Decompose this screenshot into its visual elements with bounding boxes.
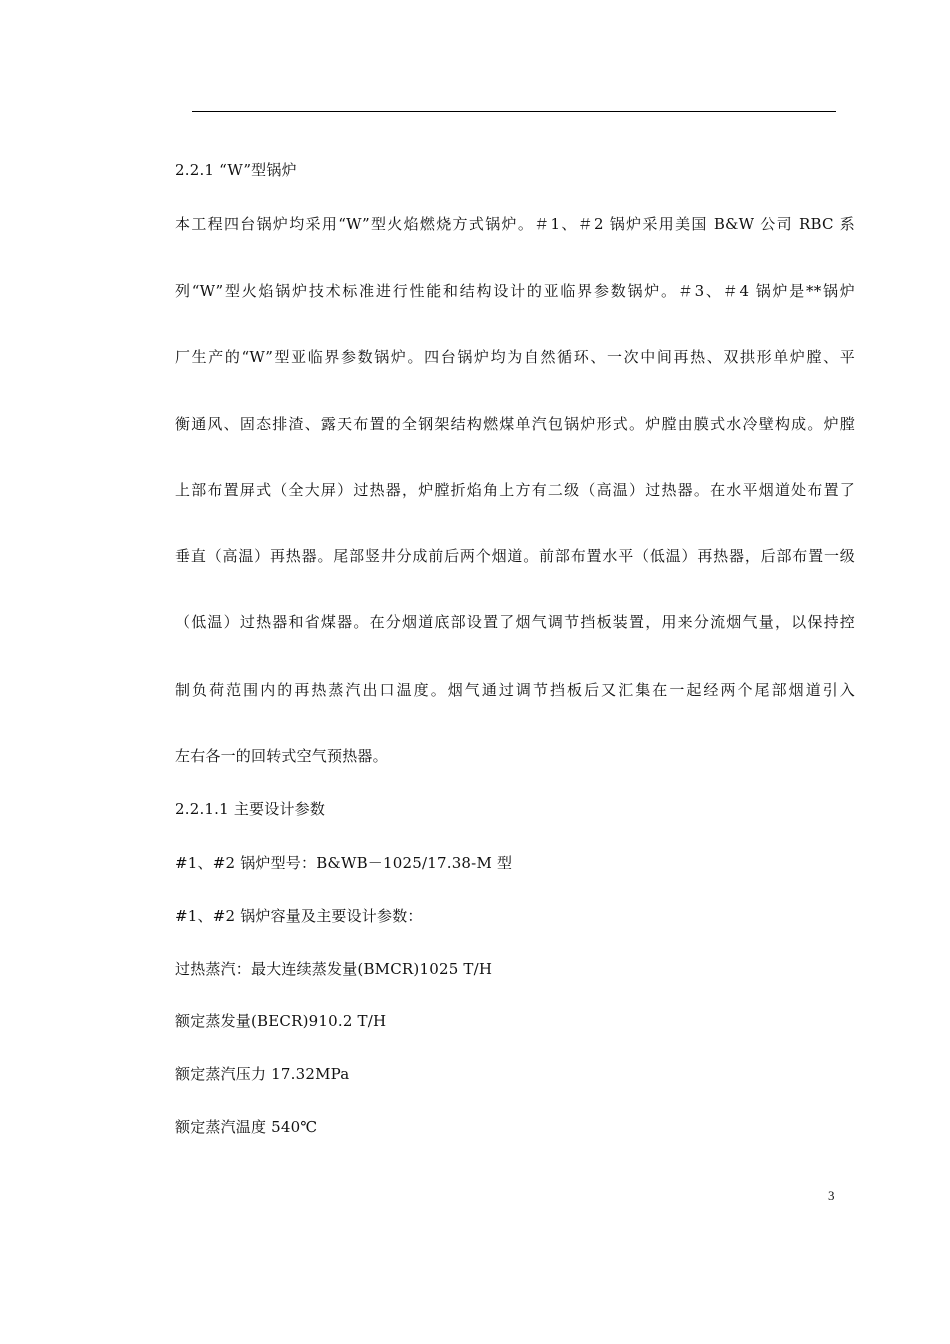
paragraph-line: 左右各一的回转式空气预热器。 (175, 747, 388, 765)
paragraph-line: 上部布置屏式（全大屏）过热器，炉膛折焰角上方有二级（高温）过热器。在水平烟道处布置了 (175, 481, 855, 499)
paragraph-line: 制负荷范围内的再热蒸汽出口温度。烟气通过调节挡板后又汇集在一起经两个尾部烟道引入 (175, 681, 855, 699)
boiler-model-line: #1、#2 锅炉型号：B&WB－1025/17.38-M 型 (175, 854, 513, 872)
paragraph-line: 本工程四台锅炉均采用“W”型火焰燃烧方式锅炉。＃1、＃2 锅炉采用美国 B&W 公司 RBC 系 (175, 215, 855, 233)
param-line: 过热蒸汽：最大连续蒸发量(BMCR)1025 T/H (175, 960, 493, 978)
capacity-heading: #1、#2 锅炉容量及主要设计参数： (175, 907, 423, 925)
header-rule (192, 111, 836, 112)
param-line: 额定蒸汽温度 540℃ (175, 1118, 318, 1136)
section-heading: 2.2.1 “W”型锅炉 (175, 161, 297, 179)
paragraph-line: 厂生产的“W”型亚临界参数锅炉。四台锅炉均为自然循环、一次中间再热、双拱形单炉膛、平 (175, 348, 855, 366)
param-line: 额定蒸汽压力 17.32MPa (175, 1065, 350, 1083)
page-number: 3 (828, 1188, 835, 1203)
paragraph-line: 垂直（高温）再热器。尾部竖井分成前后两个烟道。前部布置水平（低温）再热器，后部布置一级 (175, 547, 855, 565)
paragraph-line: 衡通风、固态排渣、露天布置的全钢架结构燃煤单汽包锅炉形式。炉膛由膜式水冷壁构成。炉膛 (175, 415, 855, 433)
param-line: 额定蒸发量(BECR)910.2 T/H (175, 1012, 387, 1030)
paragraph-line: （低温）过热器和省煤器。在分烟道底部设置了烟气调节挡板装置，用来分流烟气量，以保持控 (175, 613, 855, 631)
paragraph-line: 列“W”型火焰锅炉技术标准进行性能和结构设计的亚临界参数锅炉。＃3、＃4 锅炉是**锅炉 (175, 282, 855, 300)
subsection-heading: 2.2.1.1 主要设计参数 (175, 800, 326, 818)
